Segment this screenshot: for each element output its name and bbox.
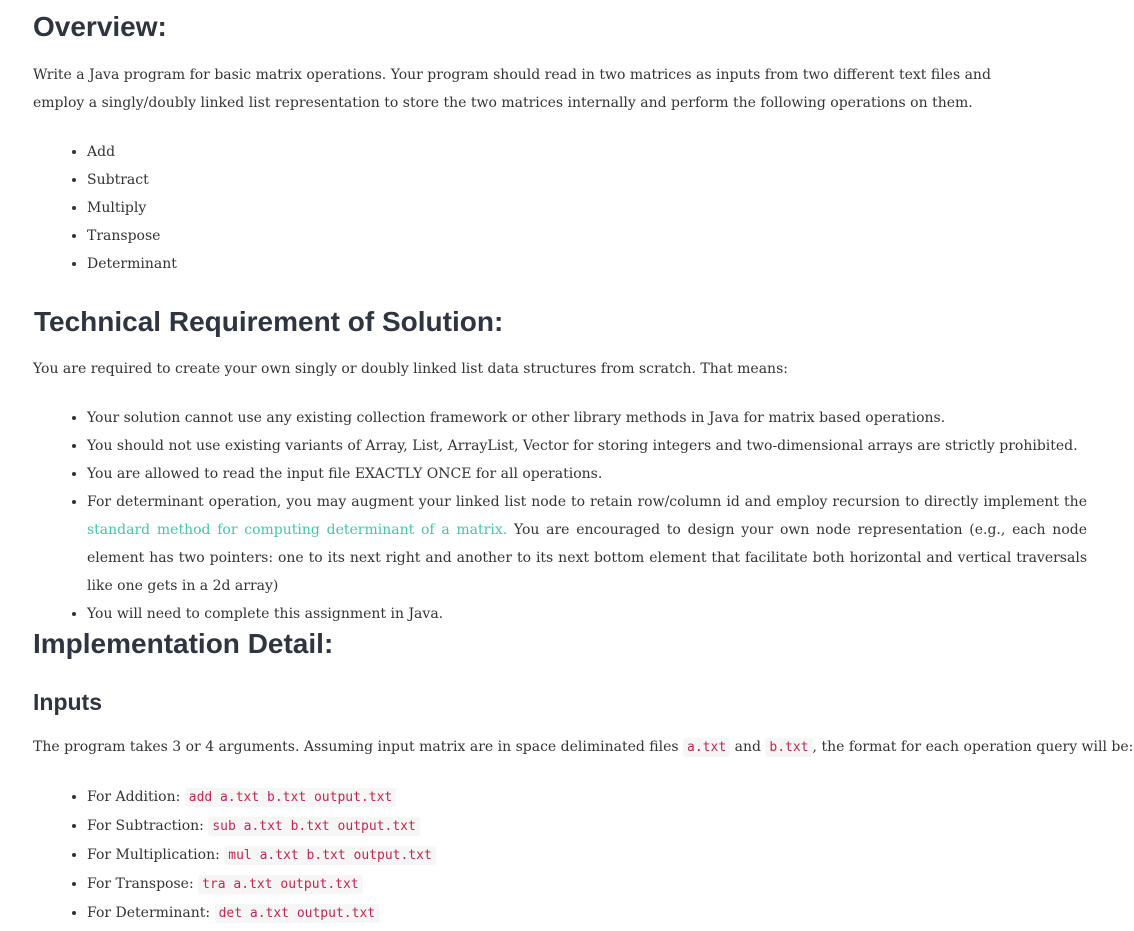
requirement-item: • You are allowed to read the input file EXACTLY ONCE for all operations. bbox=[87, 460, 1087, 488]
query-command: mul a.txt b.txt output.txt bbox=[224, 846, 436, 865]
requirement-item-determinant bbox=[87, 488, 1087, 600]
operation-item: • Subtract bbox=[87, 166, 177, 194]
inputs-text-after: , the format for each operation query will be: bbox=[812, 739, 1134, 755]
query-label: For Subtraction: bbox=[87, 818, 209, 834]
query-list bbox=[33, 783, 436, 928]
operations-list bbox=[33, 138, 177, 278]
query-label: For Multiplication: bbox=[87, 847, 225, 863]
determinant-text-before: For determinant operation, you may augment your linked list node to retain row/column id and employ recursion to directly implement the bbox=[87, 494, 1087, 510]
query-label: For Transpose: bbox=[87, 876, 199, 892]
technical-paragraph: You are required to create your own singly or doubly linked list data structures from scratch. That means: bbox=[33, 361, 788, 377]
file-a-code: a.txt bbox=[683, 738, 730, 757]
operation-item: • Transpose bbox=[87, 222, 177, 250]
requirements-list bbox=[33, 404, 1087, 628]
query-item bbox=[87, 870, 436, 899]
determinant-text-after: You are encouraged to design your own node representation (e.g., each node element has two pointers: one to its next right and another to its next bottom element that facilitate both horizontal and vertical traversals like one gets in a 2d array) bbox=[87, 522, 1087, 594]
overview-heading: Overview: bbox=[33, 11, 167, 42]
requirement-item: • You should not use existing variants of Array, List, ArrayList, Vector for storing integers and two-dimensional arrays are strictly prohibited. bbox=[87, 432, 1087, 460]
query-label: For Determinant: bbox=[87, 905, 215, 921]
query-item bbox=[87, 899, 436, 928]
operation-item: • Add bbox=[87, 138, 177, 166]
query-label: For Addition: bbox=[87, 789, 185, 805]
query-command: add a.txt b.txt output.txt bbox=[185, 788, 397, 807]
and-text: and bbox=[730, 739, 766, 755]
query-item bbox=[87, 841, 436, 870]
requirement-item: • Your solution cannot use any existing collection framework or other library methods in Java for matrix based operations. bbox=[87, 404, 1087, 432]
overview-paragraph: Write a Java program for basic matrix operations. Your program should read in two matrices as inputs from two different text files and employ a singly/doubly linked list representation to store the two matrices internally and perform the following operations on them. bbox=[33, 67, 991, 111]
technical-heading: Technical Requirement of Solution: bbox=[34, 306, 504, 337]
requirement-item: • You will need to complete this assignment in Java. bbox=[87, 600, 1087, 628]
file-b-code: b.txt bbox=[765, 738, 812, 757]
operation-item: • Multiply bbox=[87, 194, 177, 222]
implementation-heading: Implementation Detail: bbox=[33, 628, 334, 659]
query-item bbox=[87, 783, 436, 812]
operation-item: • Determinant bbox=[87, 250, 177, 278]
inputs-paragraph bbox=[33, 733, 1133, 762]
inputs-heading: Inputs bbox=[33, 689, 102, 715]
query-command: tra a.txt output.txt bbox=[198, 875, 363, 894]
inputs-text-before: The program takes 3 or 4 arguments. Assuming input matrix are in space deliminated files bbox=[33, 739, 684, 755]
query-command: det a.txt output.txt bbox=[215, 904, 380, 923]
query-command: sub a.txt b.txt output.txt bbox=[208, 817, 420, 836]
determinant-method-link[interactable]: standard method for computing determinant of a matrix. bbox=[87, 522, 508, 538]
query-item bbox=[87, 812, 436, 841]
